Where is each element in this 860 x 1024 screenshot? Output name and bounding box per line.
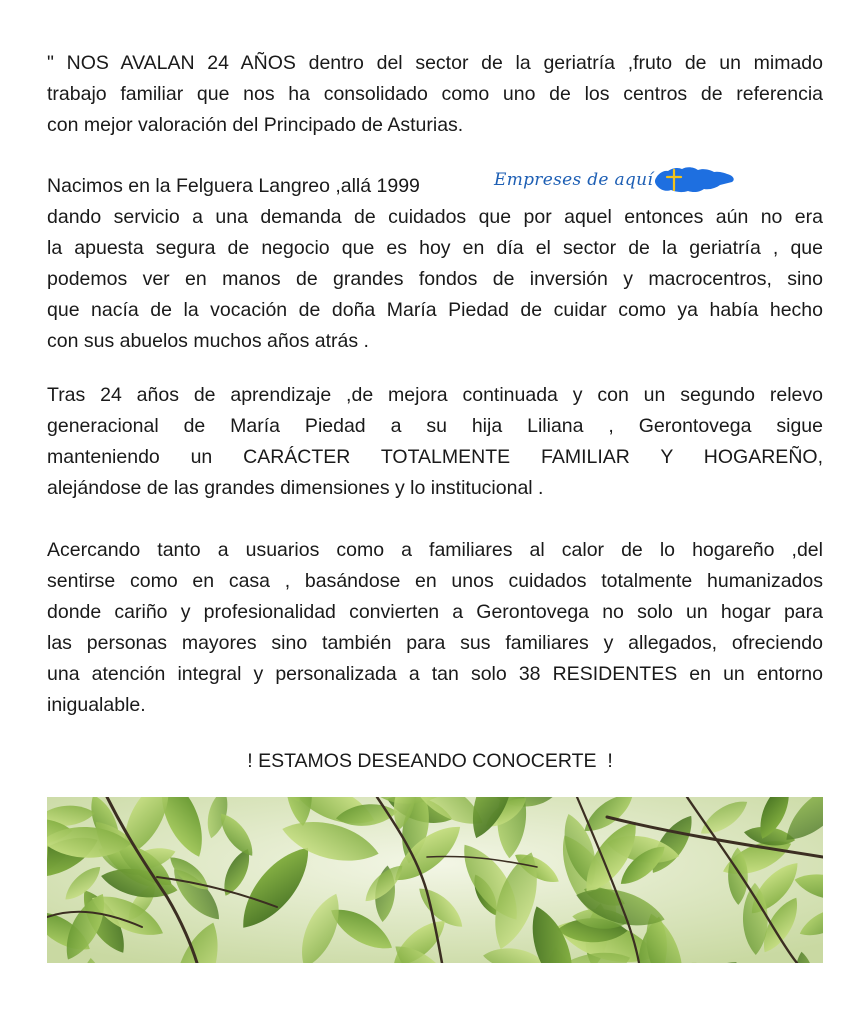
leaves-illustration: [47, 797, 823, 963]
empreses-de-aqui-badge: [494, 158, 738, 204]
paragraph-care: [47, 535, 823, 721]
text-line: donde cariño y profesionalidad convierten a Gerontovega no solo un hogar para: [47, 601, 823, 623]
text-line: alejándose de las grandes dimensiones y lo institucional .: [47, 477, 544, 499]
asturias-map-cross-icon: [654, 164, 736, 196]
text-line: Acercando tanto a usuarios como a familiares al calor de lo hogareño ,del: [47, 539, 823, 561]
paragraph-intro: [47, 48, 823, 141]
text-line: las personas mayores sino también para sus familiares y allegados, ofreciendo: [47, 632, 823, 654]
text-line: generacional de María Piedad a su hija Liliana , Gerontovega sigue: [47, 415, 823, 437]
text-line: Nacimos en la Felguera Langreo ,allá 1999: [47, 175, 420, 197]
asturias-map-shape: [655, 167, 734, 192]
text-line: " NOS AVALAN 24 AÑOS dentro del sector de la geriatría ,fruto de un mimado: [47, 52, 823, 74]
text-line: que nacía de la vocación de doña María Piedad de cuidar como ya había hecho: [47, 299, 823, 321]
text-line: con sus abuelos muchos años atrás .: [47, 330, 369, 352]
text-line: con mejor valoración del Principado de Asturias.: [47, 114, 464, 136]
badge-text: Empreses de aquí: [494, 170, 654, 190]
paragraph-generations: [47, 380, 823, 504]
tagline: ! ESTAMOS DESEANDO CONOCERTE !: [247, 750, 613, 772]
text-line: trabajo familiar que nos ha consolidado como uno de los centros de referencia: [47, 83, 823, 105]
text-line: sentirse como en casa , basándose en unos cuidados totalmente humanizados: [47, 570, 823, 592]
text-line: manteniendo un CARÁCTER TOTALMENTE FAMILIAR Y HOGAREÑO,: [47, 446, 823, 468]
green-leaves-photo: [47, 797, 823, 963]
text-line: podemos ver en manos de grandes fondos de inversión y macrocentros, sino: [47, 268, 823, 290]
text-line: dando servicio a una demanda de cuidados que por aquel entonces aún no era: [47, 206, 823, 228]
text-line: inigualable.: [47, 694, 146, 716]
text-line: una atención integral y personalizada a tan solo 38 RESIDENTES en un entorno: [47, 663, 823, 685]
text-line: la apuesta segura de negocio que es hoy en día el sector de la geriatría , que: [47, 237, 823, 259]
text-line: Tras 24 años de aprendizaje ,de mejora continuada y con un segundo relevo: [47, 384, 823, 406]
